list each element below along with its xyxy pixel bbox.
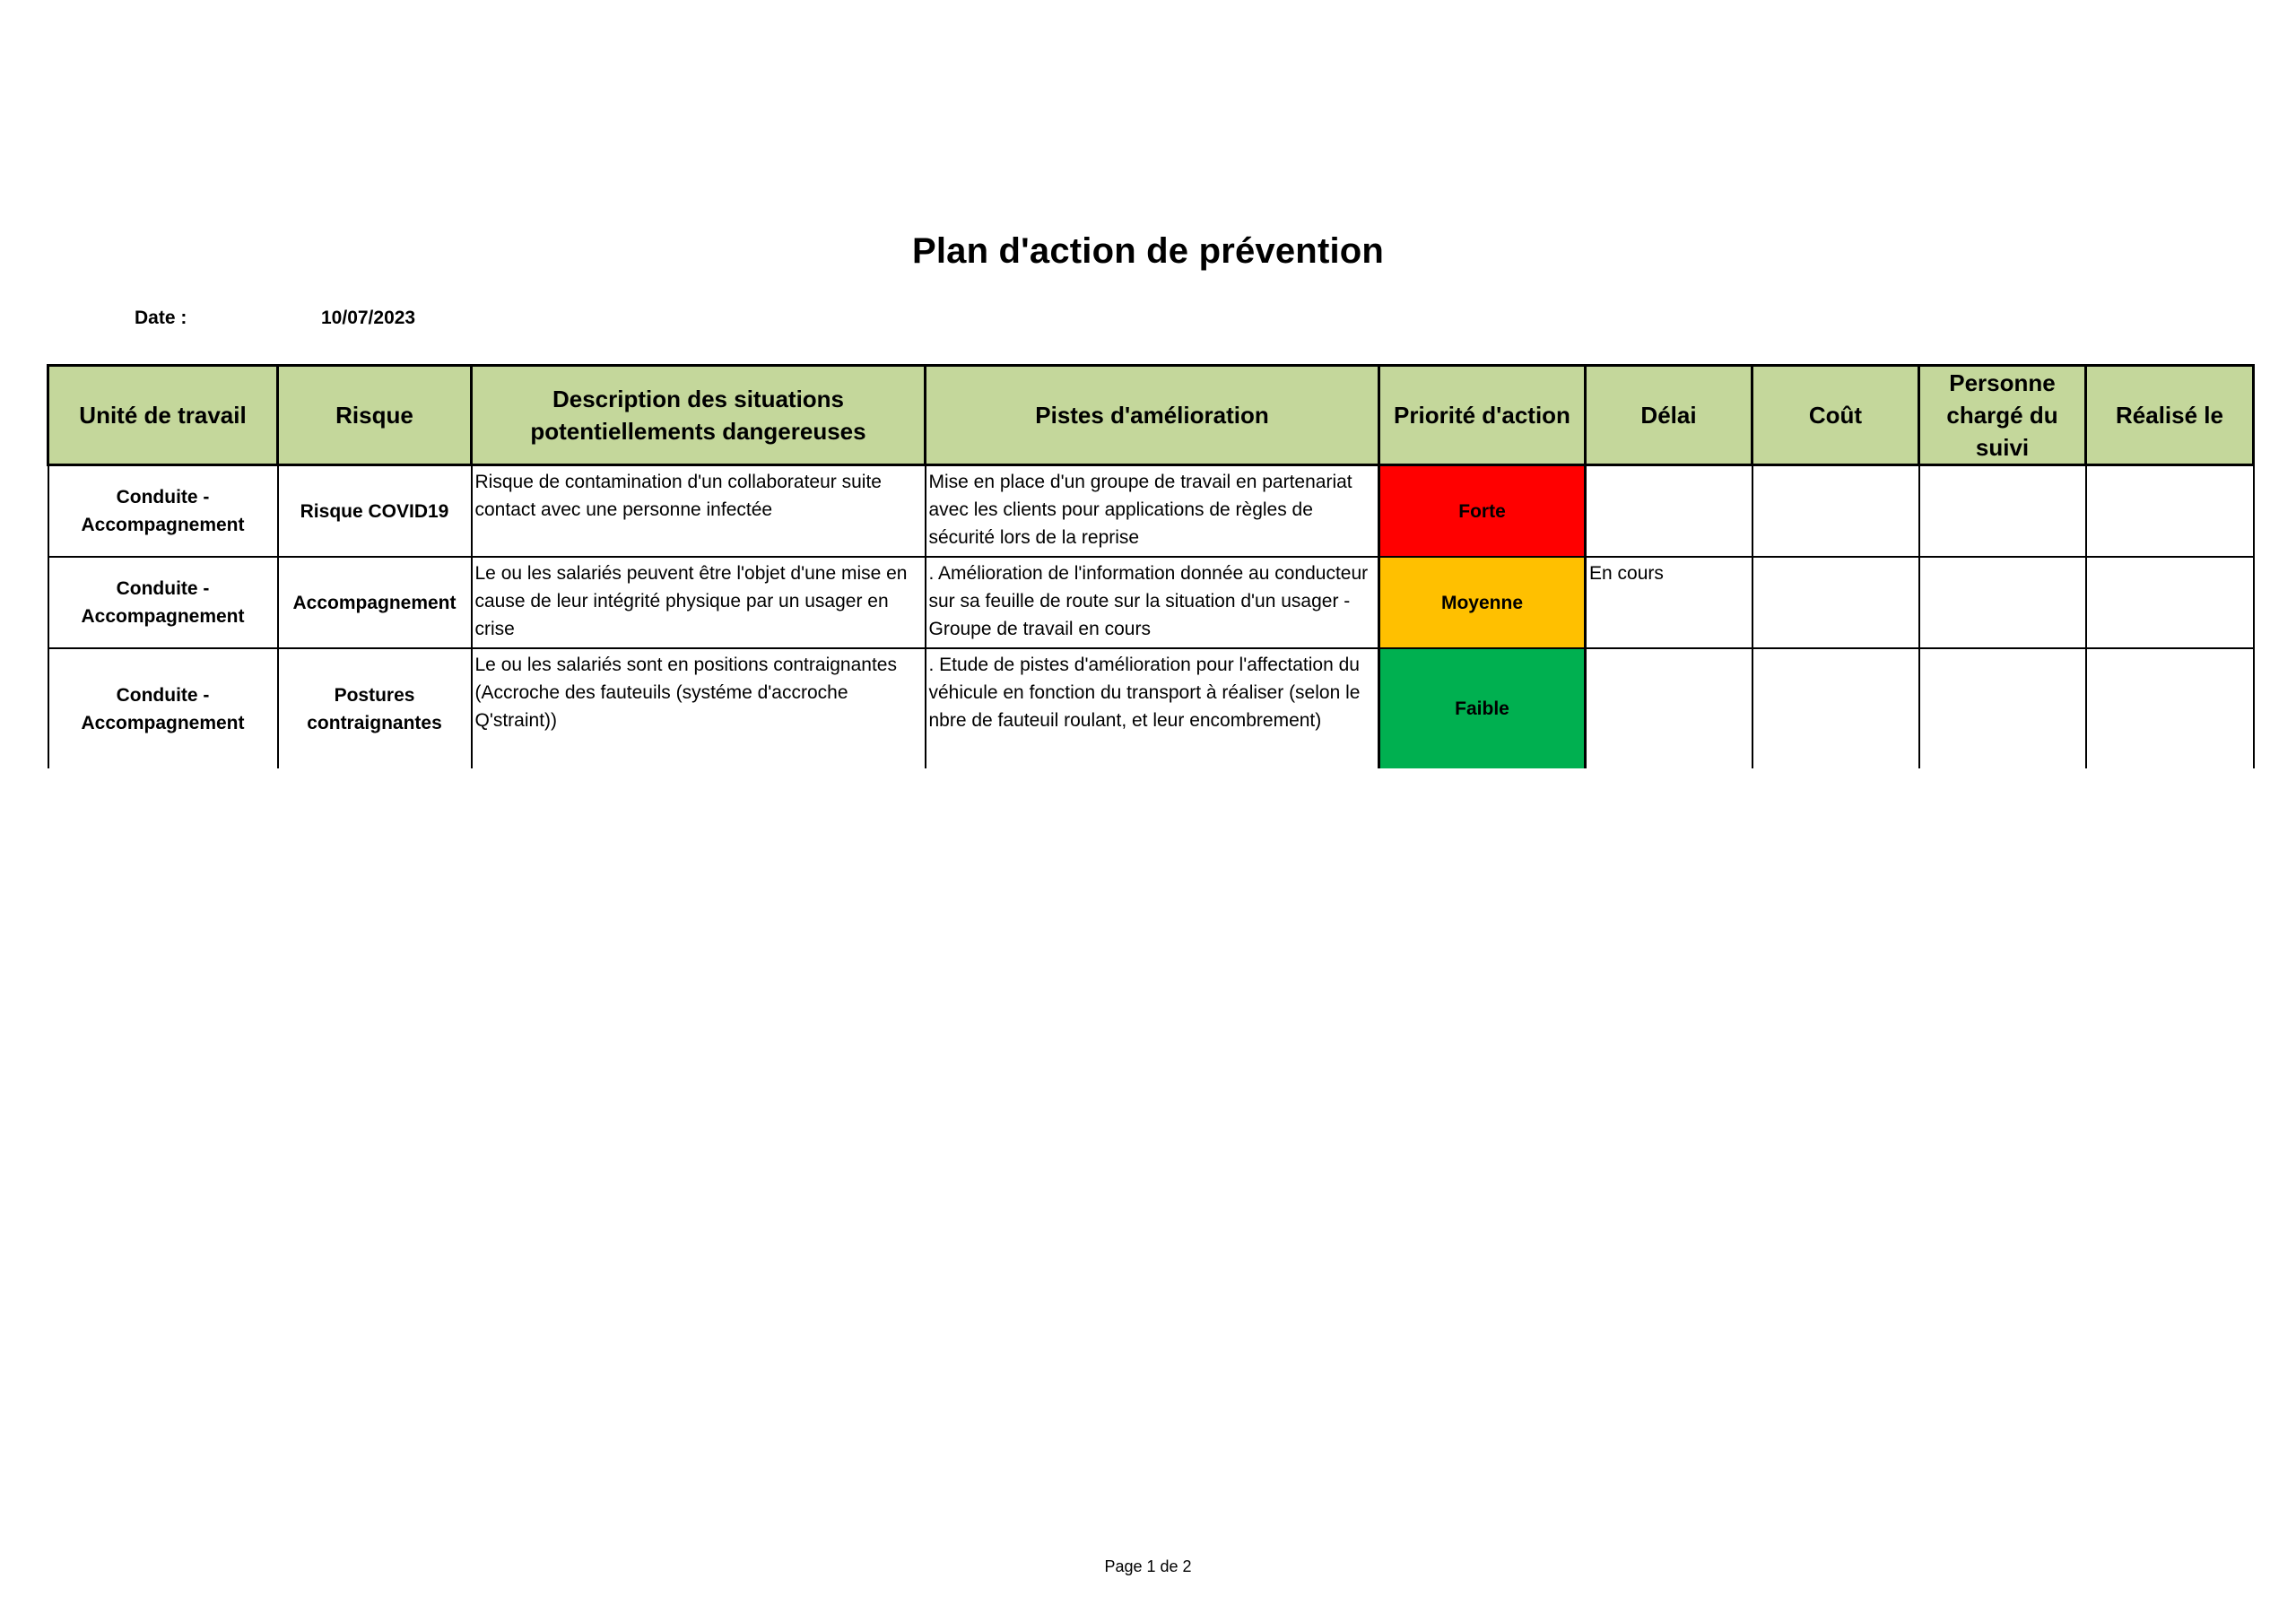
- date-value: 10/07/2023: [321, 308, 416, 328]
- page-footer: Page 1 de 2: [1104, 1557, 1192, 1575]
- cell-risk: Accompagnement: [278, 557, 472, 648]
- cell-person: [1919, 648, 2086, 768]
- cell-improvement: . Amélioration de l'information donnée au conducteur sur sa feuille de route sur la situation d'un usager - Groupe de travail en cours: [926, 557, 1379, 648]
- header-description: Description des situations potentiellements dangereuses: [472, 366, 926, 465]
- cell-delay: [1586, 648, 1752, 768]
- table-row: [48, 465, 2254, 558]
- header-person: Personne chargé du suivi: [1919, 366, 2086, 465]
- cell-done: [2086, 465, 2254, 558]
- header-done: Réalisé le: [2086, 366, 2254, 465]
- cell-description: Le ou les salariés peuvent être l'objet d'une mise en cause de leur intégrité physique par un usager en crise: [472, 557, 926, 648]
- cell-priority: Forte: [1379, 465, 1586, 558]
- cell-improvement: . Etude de pistes d'amélioration pour l'affectation du véhicule en fonction du transport à réaliser (selon le nbre de fauteuil roulant, et leur encombrement): [926, 648, 1379, 768]
- cell-person: [1919, 465, 2086, 558]
- cell-delay: En cours: [1586, 557, 1752, 648]
- cell-person: [1919, 557, 2086, 648]
- table-header-row: [48, 366, 2254, 465]
- cell-description: Le ou les salariés sont en positions contraignantes (Accroche des fauteuils (systéme d'accroche Q'straint)): [472, 648, 926, 768]
- cell-cost: [1752, 648, 1919, 768]
- header-improvement: Pistes d'amélioration: [926, 366, 1379, 465]
- header-unit: Unité de travail: [48, 366, 278, 465]
- cell-priority: Moyenne: [1379, 557, 1586, 648]
- table-row: [48, 557, 2254, 648]
- cell-done: [2086, 557, 2254, 648]
- cell-unit: Conduite - Accompagnement: [48, 648, 278, 768]
- header-delay: Délai: [1586, 366, 1752, 465]
- cell-priority: Faible: [1379, 648, 1586, 768]
- cell-cost: [1752, 465, 1919, 558]
- cell-unit: Conduite - Accompagnement: [48, 465, 278, 558]
- date-label: Date :: [135, 308, 187, 328]
- cell-description: Risque de contamination d'un collaborateur suite contact avec une personne infectée: [472, 465, 926, 558]
- cell-risk: Risque COVID19: [278, 465, 472, 558]
- cell-done: [2086, 648, 2254, 768]
- table-row: [48, 648, 2254, 768]
- cell-improvement: Mise en place d'un groupe de travail en partenariat avec les clients pour applications de règles de sécurité lors de la reprise: [926, 465, 1379, 558]
- header-risk: Risque: [278, 366, 472, 465]
- header-cost: Coût: [1752, 366, 1919, 465]
- cell-delay: [1586, 465, 1752, 558]
- cell-cost: [1752, 557, 1919, 648]
- cell-unit: Conduite - Accompagnement: [48, 557, 278, 648]
- action-plan-table: [47, 364, 2255, 768]
- page-title: Plan d'action de prévention: [911, 231, 1385, 271]
- cell-risk: Postures contraignantes: [278, 648, 472, 768]
- header-priority: Priorité d'action: [1379, 366, 1586, 465]
